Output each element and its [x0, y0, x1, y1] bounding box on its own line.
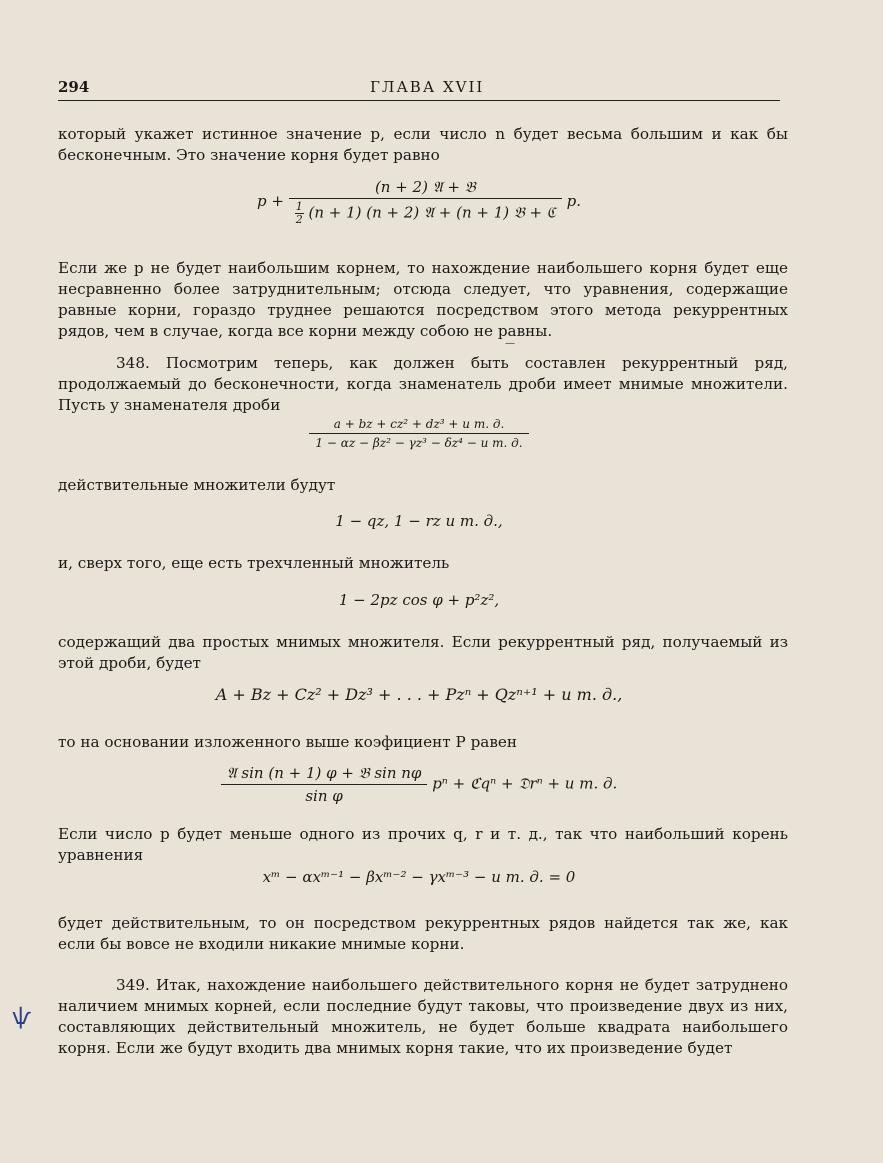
- formula-numerator: (n + 2) 𝔄 + 𝔅: [289, 178, 562, 199]
- formula-recurrent-series: A + Bz + Cz² + Dz³ + . . . + Pzⁿ + Qzⁿ⁺¹ + и т. д.,: [215, 685, 623, 704]
- series-numerator: a + bz + cz² + dz³ + и т. д.: [309, 417, 528, 434]
- formula-equation: xᵐ − αxᵐ⁻¹ − βxᵐ⁻² − γxᵐ⁻³ − и т. д. = 0: [262, 868, 576, 886]
- margin-ink-mark: ѱ: [12, 1005, 32, 1030]
- paragraph-5: и, сверх того, еще есть трехчленный множитель: [58, 554, 450, 572]
- half-denominator: 2: [295, 213, 303, 226]
- formula-tail: p.: [566, 192, 582, 210]
- half-fraction: [295, 201, 304, 226]
- paragraph-7: то на основании изложенного выше коэфициент P равен: [58, 733, 518, 751]
- paragraph-4: действительные множители будут: [58, 476, 336, 494]
- formula-lead: p +: [256, 192, 284, 210]
- paragraph-6: содержащий два простых мнимых множителя. Если рекуррентный ряд, получаемый из этой дроби, будет: [58, 633, 788, 672]
- chapter-title: ГЛАВА XVII: [370, 78, 485, 96]
- paragraph-2: Если же p не будет наибольшим корнем, то нахождение наибольшего корня будет еще несравненно более затруднительным; отсюда следует, что уравнения, содержащие равные корни, гораздо труднее решаются посредством этого метода рекуррентных рядов, чем в случае, когда все корни между собою не равны.: [58, 259, 788, 340]
- paragraph-8: Если число p будет меньше одного из прочих q, r и т. д., так что наибольший корень уравнения: [58, 825, 788, 864]
- formula-largest-root: [58, 178, 780, 226]
- half-numerator: 1: [295, 200, 303, 213]
- coefficient-fraction: [221, 764, 428, 805]
- formula-coefficient-P: [58, 764, 780, 805]
- paragraph-3: 348. Посмотрим теперь, как должен быть составлен рекуррентный ряд, продолжаемый до бесконечности, когда знаменатель дроби имеет мнимые множители. Пусть у знаменателя дроби: [58, 354, 788, 414]
- formula-trinomial: 1 − 2pz cos φ + p²z²,: [338, 591, 500, 609]
- ink-mark: —: [505, 338, 515, 349]
- page-number: 294: [58, 78, 90, 96]
- series-fraction: [309, 417, 528, 450]
- series-denominator: 1 − αz − βz² − γz³ − δz⁴ − и т. д.: [315, 436, 523, 450]
- coefficient-numerator: 𝔄 sin (n + 1) φ + 𝔅 sin nφ: [221, 764, 428, 785]
- paragraph-9: будет действительным, то он посредством рекуррентных рядов найдется так же, как если бы вовсе не входили никакие мнимые корни.: [58, 914, 788, 953]
- formula-fraction-series: [58, 417, 780, 450]
- paragraph-10: 349. Итак, нахождение наибольшего действительного корня не будет затруднено наличием мнимых корней, если последние будут таковы, что произведение двух из них, составляющих действительный множитель, не будет больше квадрата наибольшего корня. Если же будут входить два мнимых корня такие, что их произведение будет: [58, 976, 788, 1057]
- formula-fraction: [289, 178, 562, 226]
- formula-real-factors: 1 − qz, 1 − rz и т. д.,: [335, 512, 503, 530]
- coefficient-tail: pⁿ + ℭqⁿ + 𝔇rⁿ + и т. д.: [432, 774, 618, 793]
- coefficient-denominator: sin φ: [305, 787, 343, 805]
- page-header: [58, 78, 780, 101]
- paragraph-1: который укажет истинное значение p, если число n будет весьма большим и как бы бесконечным. Это значение корня будет равно: [58, 125, 788, 164]
- formula-denominator-text: (n + 1) (n + 2) 𝔄 + (n + 1) 𝔅 + ℭ: [308, 203, 556, 222]
- formula-denominator: [289, 199, 562, 226]
